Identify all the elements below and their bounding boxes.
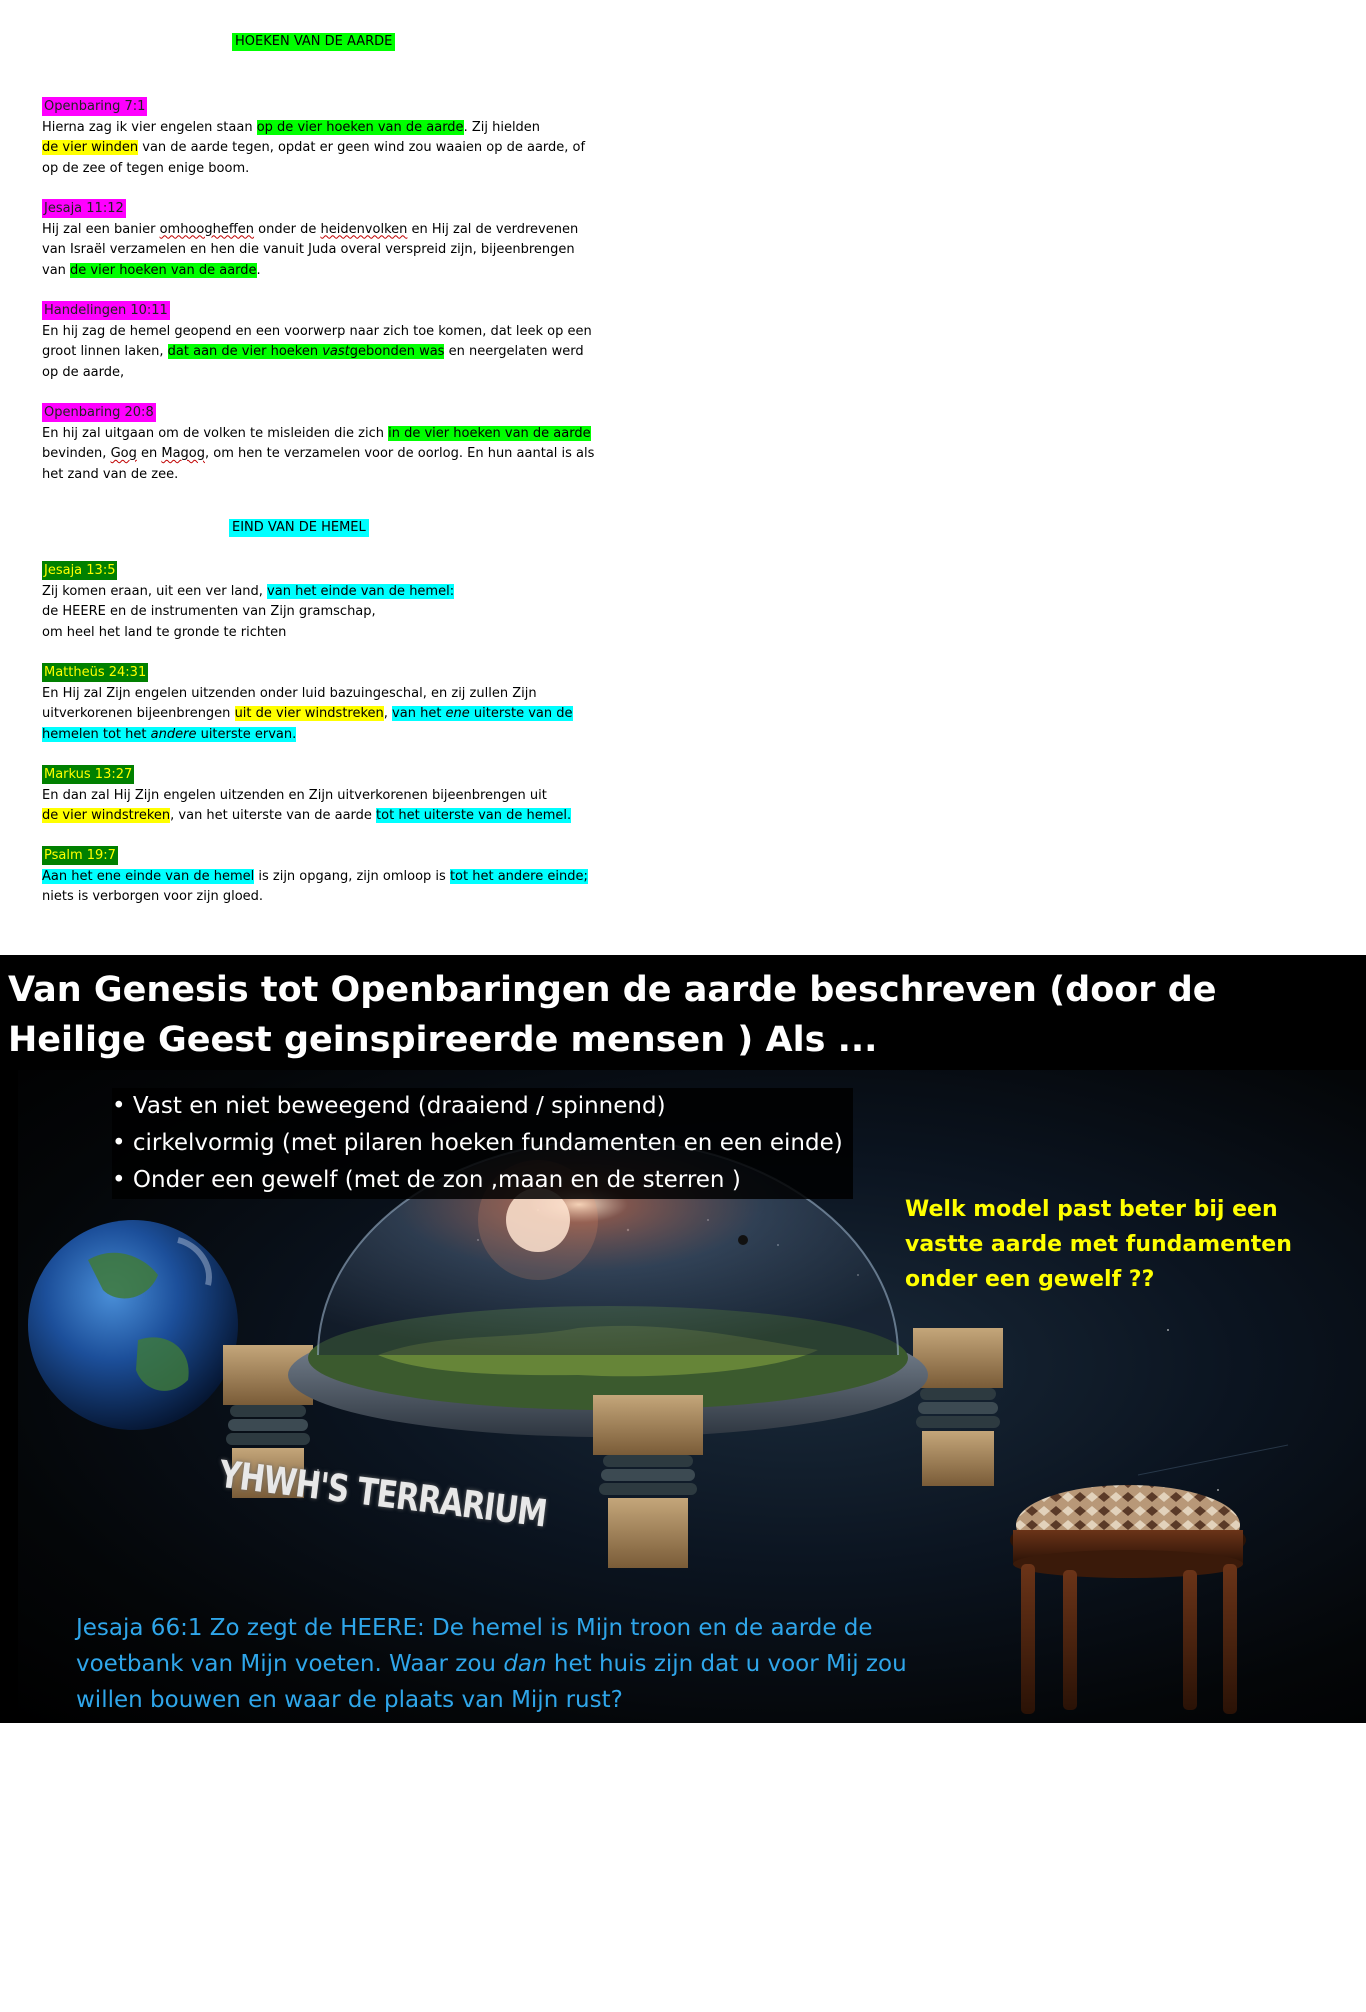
heading-end-of-heaven: EIND VAN DE HEMEL <box>229 519 369 537</box>
earth-globe <box>28 1220 238 1430</box>
jesaja-66-verse <box>76 1610 976 1718</box>
verse-text: bevinden, <box>42 446 111 461</box>
verse-block-jesaja-11-12 <box>42 199 662 281</box>
footstool <box>1010 1485 1246 1714</box>
verse-text: En dan zal Hij Zijn engelen uitzenden en Zijn uitverkorenen bijeenbrengen uit <box>42 787 547 803</box>
highlight-cyan-italic: ene <box>445 706 470 721</box>
verse-text: , om hen te verzamelen voor de oorlog. En hun aantal is als <box>205 446 595 461</box>
highlight-cyan: tot het uiterste van de hemel. <box>376 808 572 823</box>
verse-reference: Markus 13:27 <box>44 767 133 782</box>
verse-block-openbaring-20-8 <box>42 403 662 485</box>
verse-text: , van het uiterste van de aarde <box>170 808 377 823</box>
verse-text: de HEERE en de instrumenten van Zijn gramschap, <box>42 604 376 619</box>
highlight-cyan: uiterste van de <box>469 706 573 721</box>
highlight-yellow: de vier winden <box>42 140 139 155</box>
verse-text: en Hij zal de verdrevenen <box>407 221 579 237</box>
model-feature-list <box>112 1088 853 1199</box>
highlight-cyan-italic: andere <box>150 726 197 742</box>
verse-text: Hij zal een banier <box>42 221 160 237</box>
back-pillar-right <box>913 1328 1003 1486</box>
verse-text: en neergelaten werd <box>444 344 584 359</box>
highlight-green: op de vier hoeken van de aarde <box>256 119 464 135</box>
verse-text: onder de <box>254 221 321 237</box>
verse-reference: Handelingen 10:11 <box>44 303 168 318</box>
verse-text: van <box>42 262 71 278</box>
verse-reference: Jesaja 13:5 <box>44 563 116 578</box>
verse-text: het huis zijn dat u voor Mij zou willen bouwen en waar de plaats van Mijn rust? <box>76 1651 907 1713</box>
verse-text: En hij zag de hemel geopend en een voorwerp naar zich toe komen, dat leek op een <box>42 323 592 339</box>
verse-text: Hierna zag ik vier engelen staan <box>42 119 257 135</box>
spellcheck-word: omhoogheffen <box>159 221 255 237</box>
feature-item: • cirkelvormig (met pilaren hoeken fundamenten en een einde) <box>112 1125 853 1162</box>
highlight-cyan: van het <box>392 706 446 721</box>
verse-text: en <box>136 446 162 461</box>
verse-text: Zij komen eraan, uit een ver land, <box>42 583 268 599</box>
terrarium-slide <box>0 955 1366 1723</box>
verse-block-mattheus-24-31 <box>42 663 662 745</box>
highlight-green-italic: vast <box>322 344 350 359</box>
verse-reference: Openbaring 7:1 <box>44 99 146 114</box>
document-page <box>0 0 1366 955</box>
verse-text: op de zee of tegen enige boom. <box>42 160 250 176</box>
highlight-cyan: van het einde van de hemel: <box>267 583 455 599</box>
feature-item: • Vast en niet beweegend (draaiend / spinnend) <box>112 1088 853 1125</box>
highlight-yellow: uit de vier windstreken <box>234 706 384 721</box>
verse-text: is zijn opgang, zijn omloop is <box>254 868 450 884</box>
verse-text: van de aarde tegen, opdat er geen wind zou waaien op de aarde, of <box>138 140 586 155</box>
verse-text: En Hij zal Zijn engelen uitzenden onder luid bazuingeschal, en zij zullen Zijn <box>42 685 537 701</box>
spellcheck-word: Magog <box>161 446 205 461</box>
model-question: Welk model past beter bij een vastte aarde met fundamenten onder een gewelf ?? <box>905 1197 1292 1292</box>
verse-text: van Israël verzamelen en hen die vanuit Juda overal verspreid zijn, bijeenbrengen <box>42 242 575 257</box>
verse-reference: Mattheüs 24:31 <box>44 665 147 680</box>
terrarium-label: YHWH'S TERRARIUM <box>216 1453 549 1537</box>
verse-text: . Zij hielden <box>463 119 541 135</box>
verse-reference: Openbaring 20:8 <box>44 405 154 420</box>
verse-text: , <box>383 706 393 721</box>
heading-corners-of-earth: HOEKEN VAN DE AARDE <box>232 33 395 51</box>
highlight-cyan: tot het andere einde; <box>449 868 588 884</box>
highlight-cyan: hemelen tot het <box>42 726 151 742</box>
feature-item: • Onder een gewelf (met de zon ,maan en de sterren ) <box>112 1162 853 1199</box>
spellcheck-word: Gog <box>110 446 137 461</box>
verse-text: het zand van de zee. <box>42 466 179 482</box>
verse-block-psalm-19-7 <box>42 846 662 908</box>
slide-title: Van Genesis tot Openbaringen de aarde beschreven (door de Heilige Geest geinspireerde mensen ) Als ... <box>8 970 1217 1060</box>
verse-text: Jesaja 66:1 Zo zegt de HEERE: De hemel is Mijn troon en de aarde de voetbank van Mijn voeten. Waar zou <box>76 1615 873 1677</box>
verse-text: groot linnen laken, <box>42 344 168 359</box>
highlight-cyan: uiterste ervan. <box>196 726 297 742</box>
verse-reference: Psalm 19:7 <box>44 848 116 863</box>
verse-text: om heel het land te gronde te richten <box>42 624 287 640</box>
verse-text: niets is verborgen voor zijn gloed. <box>42 889 264 904</box>
spellcheck-word: heidenvolken <box>320 221 408 237</box>
front-pillar-center <box>593 1395 703 1568</box>
verse-emphasis: dan <box>503 1651 547 1677</box>
verse-text: uitverkorenen bijeenbrengen <box>42 706 235 721</box>
highlight-cyan: Aan het ene einde van de hemel <box>42 868 255 884</box>
highlight-green: gebonden was <box>349 344 445 359</box>
verse-block-handelingen-10-11 <box>42 301 662 383</box>
highlight-yellow: de vier windstreken <box>42 808 171 823</box>
highlight-green: de vier hoeken van de aarde <box>70 262 257 278</box>
verse-block-jesaja-13-5 <box>42 561 662 643</box>
verse-text: op de aarde, <box>42 364 125 380</box>
highlight-green: dat aan de vier hoeken <box>167 344 323 359</box>
highlight-green: in de vier hoeken van de aarde <box>388 425 591 441</box>
verse-text: . <box>256 262 261 278</box>
verse-block-openbaring-7-1 <box>42 97 662 179</box>
verse-reference: Jesaja 11:12 <box>44 201 124 216</box>
verse-text: En hij zal uitgaan om de volken te misleiden die zich <box>42 425 389 441</box>
verse-block-markus-13-27 <box>42 765 662 827</box>
